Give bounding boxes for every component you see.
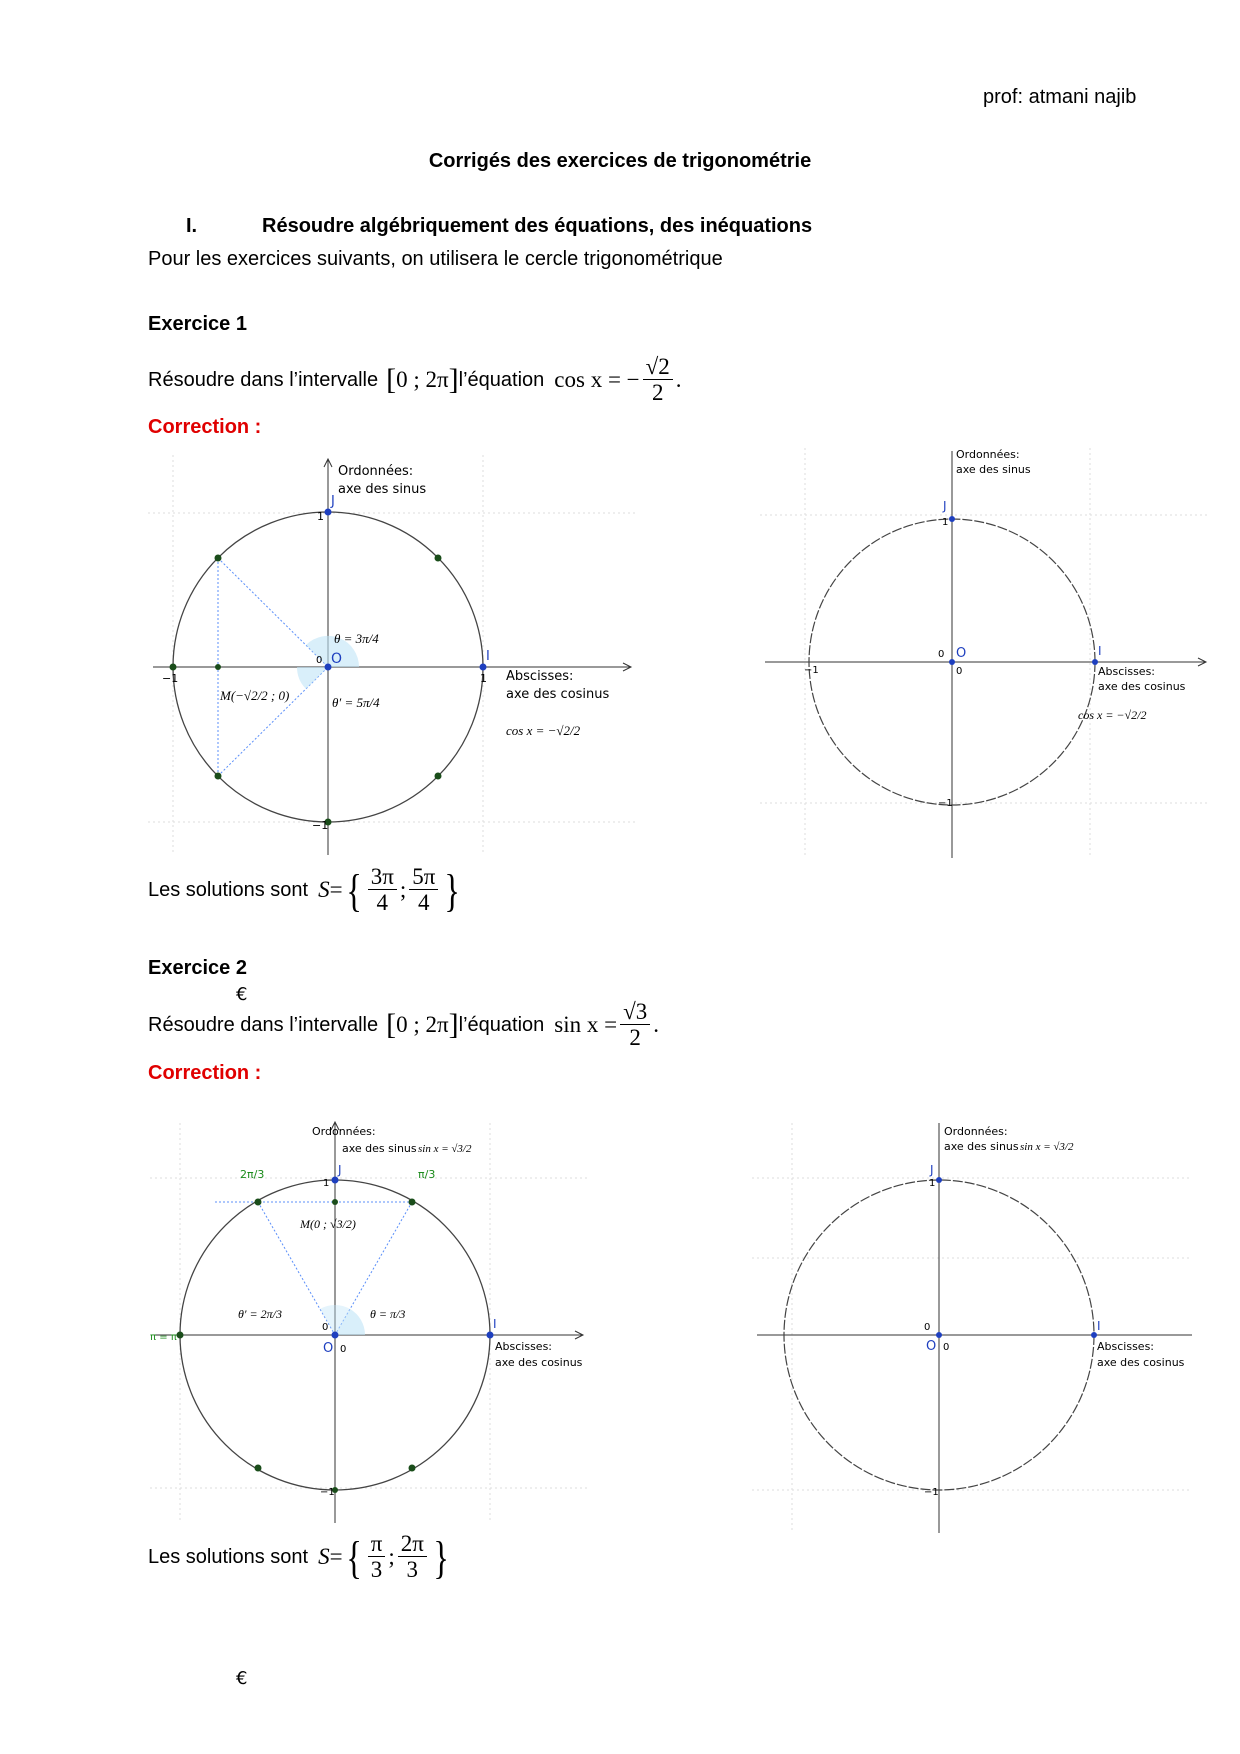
svg-text:1: 1 [942, 517, 949, 528]
exercise2-solutions: Les solutions sont S = { $\frac{\pi}{3}$ ; $\frac{2\pi}{3}$ } [148, 1530, 449, 1583]
svg-text:J: J [943, 499, 947, 513]
svg-text:Ordonnées:: Ordonnées: [956, 448, 1020, 461]
ex1-unit-circle-left [148, 445, 648, 860]
svg-text:O: O [323, 1341, 334, 1356]
tick-x-1: 1 [480, 672, 487, 685]
label-O: O [331, 651, 343, 667]
interval-end: 2π [425, 367, 449, 392]
svg-text:Ordonnées:: Ordonnées: [312, 1125, 376, 1138]
svg-text:axe des cosinus: axe des cosinus [1098, 680, 1186, 693]
svg-text:0: 0 [956, 666, 963, 677]
svg-text:axe des sinus: axe des sinus [944, 1140, 1019, 1153]
svg-text:0: 0 [924, 1322, 931, 1333]
exercise1-title: Exercice 1 [148, 313, 247, 335]
svg-text:axe des sinus: axe des sinus [956, 463, 1031, 476]
ex1-unit-circle-right [760, 443, 1210, 863]
tick-origin: 0 [316, 655, 323, 666]
tick-x-minus-1: −1 [162, 672, 179, 685]
svg-text:I: I [493, 1317, 497, 1331]
exercise1-prefix: Résoudre dans l’intervalle [148, 368, 379, 391]
exercise2-statement: Résoudre dans l’intervalle [ 0 ; 2π ] l’équation sin x = $\frac{√3}{2}$ . [148, 998, 659, 1050]
ex2-unit-circle-right [752, 1118, 1192, 1538]
svg-text:1: 1 [323, 1178, 330, 1189]
abscissa-label-1: Abscisses: [506, 669, 574, 684]
label-I: I [486, 649, 490, 664]
ex2-unit-circle-left [150, 1118, 590, 1528]
svg-text:Abscisses:: Abscisses: [1098, 665, 1156, 678]
svg-text:−1: −1 [924, 1487, 939, 1498]
exercise1-eq-fraction: $\frac{√2}{2}$ [643, 355, 673, 405]
svg-text:π = π: π = π [150, 1332, 177, 1343]
exercise1-solutions: Les solutions sont S = { $\frac{3\pi}{4}$ ; $\frac{5\pi}{4}$ } [148, 863, 461, 916]
label-J: J [331, 494, 335, 509]
exercise1-statement: Résoudre dans l’intervalle [ 0 ; 2π ] l’équation cos x = − $\frac{√2}{2}$ . [148, 353, 682, 405]
euro-mark-1: € [236, 984, 248, 1005]
svg-text:J: J [930, 1163, 934, 1177]
author: prof: atmani najib [983, 86, 1137, 108]
cos-equation-label: cos x = −√2/2 [506, 723, 581, 738]
euro-mark-2: € [236, 1668, 248, 1689]
svg-text:−1: −1 [320, 1487, 335, 1498]
exercise1-between: l’équation [458, 368, 545, 391]
exercise1-eq-left: cos x = − [554, 367, 640, 392]
svg-text:π/3: π/3 [418, 1168, 436, 1181]
tick-1: 1 [317, 510, 324, 523]
svg-text:I: I [1097, 1319, 1101, 1333]
theta-prime-label: θ′ = 5π/4 [332, 695, 380, 710]
solution-1: $\frac{3\pi}{4}$ [368, 865, 397, 915]
svg-text:Abscisses:: Abscisses: [495, 1340, 553, 1353]
svg-text:sin x = √3/2: sin x = √3/2 [1020, 1141, 1074, 1153]
solution-1: $\frac{\pi}{3}$ [368, 1532, 386, 1582]
svg-text:0: 0 [938, 649, 945, 660]
ordinate-label-2: axe des sinus [338, 482, 427, 497]
intro-text: Pour les exercices suivants, on utilisera le cercle trigonométrique [148, 248, 723, 270]
solution-2: $\frac{5\pi}{4}$ [409, 865, 438, 915]
svg-text:θ′ = 2π/3: θ′ = 2π/3 [238, 1307, 282, 1321]
svg-text:2π/3: 2π/3 [240, 1168, 265, 1181]
svg-text:axe des sinus: axe des sinus [342, 1142, 417, 1155]
svg-text:J: J [338, 1163, 342, 1177]
svg-text:Ordonnées:: Ordonnées: [944, 1125, 1008, 1138]
svg-text:axe des cosinus: axe des cosinus [495, 1356, 583, 1369]
exercise2-correction-label: Correction : [148, 1062, 262, 1084]
svg-text:0: 0 [340, 1344, 347, 1355]
abscissa-label-2: axe des cosinus [506, 687, 610, 702]
svg-text:1: 1 [929, 1178, 936, 1189]
svg-text:θ = π/3: θ = π/3 [370, 1307, 406, 1321]
svg-text:axe des cosinus: axe des cosinus [1097, 1356, 1185, 1369]
svg-text:sin x = √3/2: sin x = √3/2 [418, 1143, 472, 1155]
ordinate-label-1: Ordonnées: [338, 464, 414, 479]
svg-text:0: 0 [322, 1322, 329, 1333]
point-M-label: M(−√2/2 ; 0) [220, 688, 290, 703]
svg-text:cos x = −√2/2: cos x = −√2/2 [1078, 708, 1147, 722]
solution-2: $\frac{2\pi}{3}$ [398, 1532, 427, 1582]
svg-text:O: O [956, 646, 967, 661]
page-title: Corrigés des exercices de trigonométrie [428, 150, 812, 172]
section-number: I. [186, 215, 198, 237]
section-title: Résoudre algébriquement des équations, des inéquations [262, 215, 813, 237]
theta-label: θ = 3π/4 [334, 631, 379, 646]
exercise2-eq-fraction: $\frac{√3}{2}$ [620, 1000, 650, 1050]
svg-text:O: O [926, 1339, 937, 1354]
svg-text:0: 0 [943, 1342, 950, 1353]
tick-minus-1: −1 [312, 819, 329, 832]
interval-start: 0 [396, 367, 408, 392]
svg-text:−1: −1 [938, 798, 953, 809]
svg-text:I: I [1098, 644, 1102, 658]
svg-text:Abscisses:: Abscisses: [1097, 1340, 1155, 1353]
exercise2-title: Exercice 2 [148, 957, 247, 979]
svg-text:M(0 ; √3/2): M(0 ; √3/2) [300, 1217, 356, 1231]
exercise1-correction-label: Correction : [148, 416, 262, 438]
svg-text:−1: −1 [804, 665, 819, 676]
